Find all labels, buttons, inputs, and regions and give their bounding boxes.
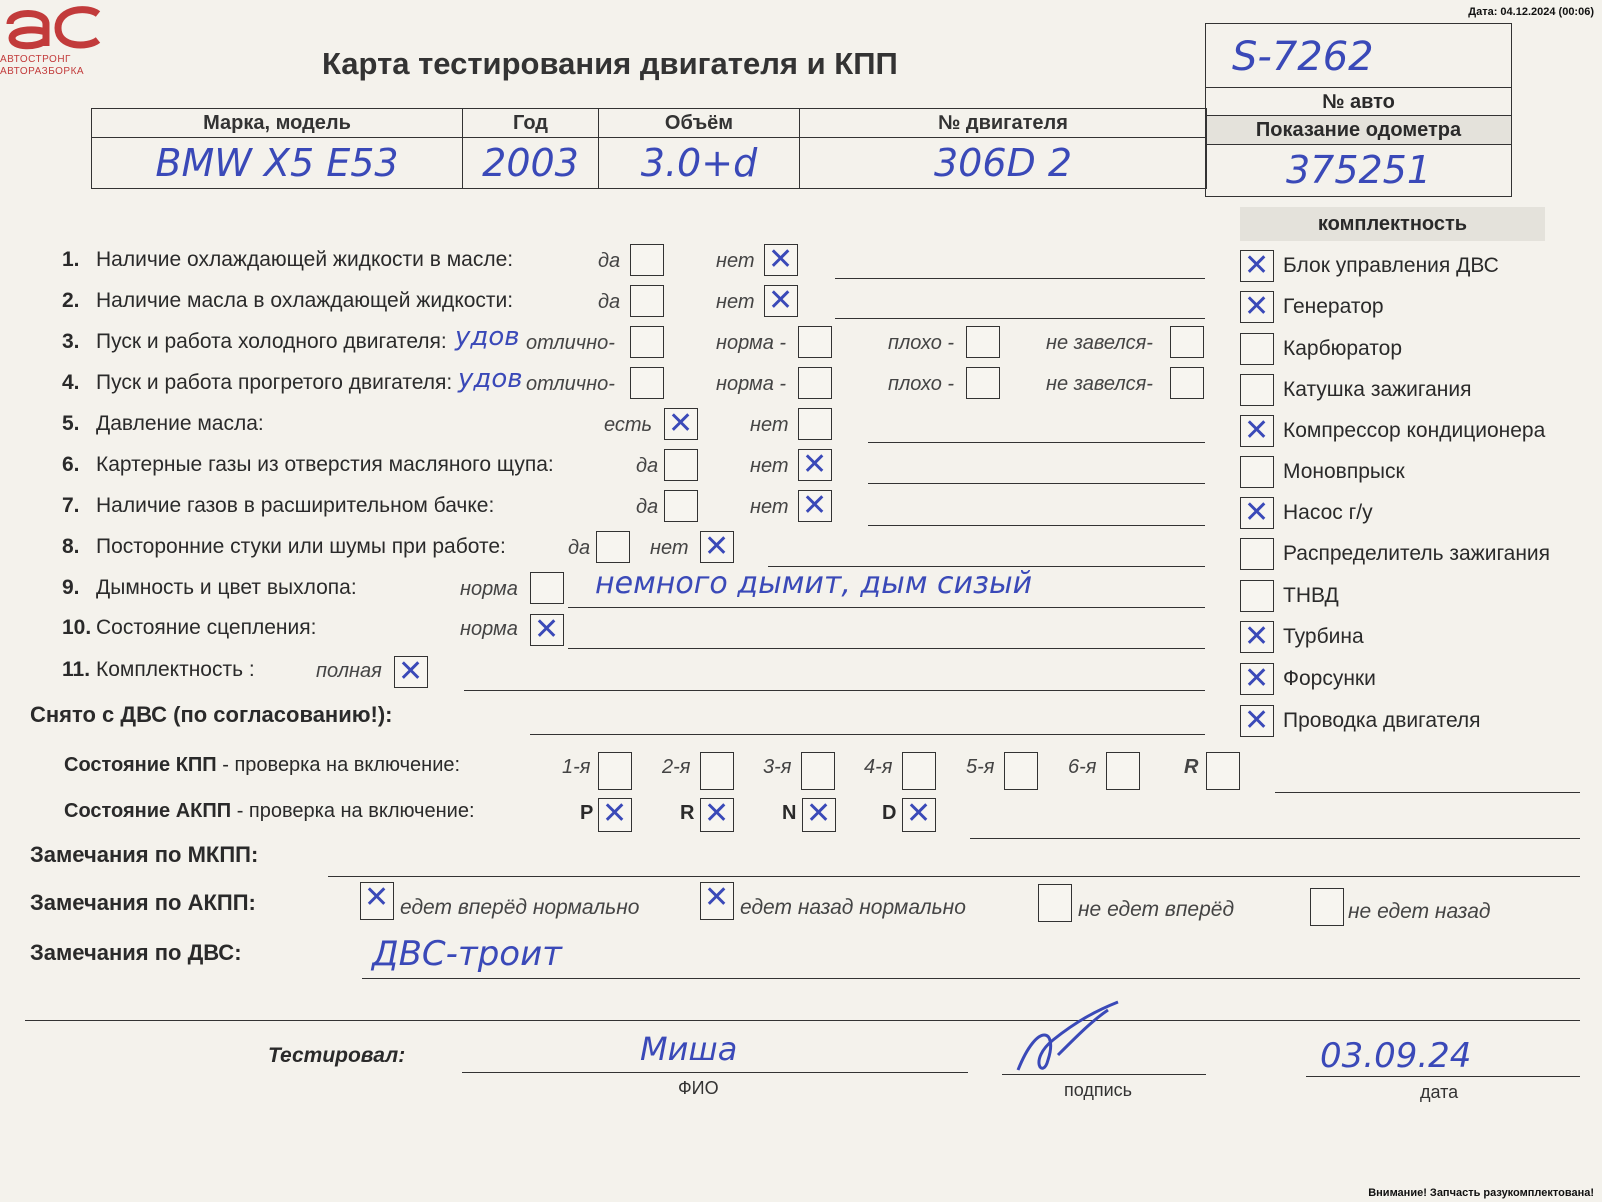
row-label: Картерные газы из отверстия масляного щупа: <box>96 453 554 476</box>
gear-label: 1-я <box>562 756 591 778</box>
row-number: 2. <box>62 289 80 312</box>
footer-warning: Внимание! Запчасть разукомплектована! <box>1368 1187 1594 1199</box>
komplekt-checkbox[interactable] <box>1240 538 1274 570</box>
col-volume: Объём <box>599 109 800 138</box>
option-label: едет назад нормально <box>740 896 966 919</box>
option-label: норма <box>460 618 518 640</box>
option-label: нет <box>750 455 789 477</box>
akpp-label <box>64 800 475 823</box>
page-title: Карта тестирования двигателя и КПП <box>322 46 898 81</box>
gear-checkbox-d[interactable] <box>902 798 936 832</box>
checkbox-yes[interactable] <box>596 531 630 563</box>
gear-label: R <box>1184 756 1199 778</box>
gear-checkbox-r[interactable] <box>700 798 734 832</box>
gear-checkbox[interactable] <box>1206 752 1240 790</box>
option-label: отлично- <box>526 332 615 354</box>
komplekt-item-label: Насос г/у <box>1283 501 1373 524</box>
option-label: норма - <box>716 332 787 354</box>
row-number: 11. <box>62 658 91 681</box>
col-year: Год <box>463 109 599 138</box>
gear-checkbox[interactable] <box>1106 752 1140 790</box>
komplekt-item-label: Проводка двигателя <box>1283 709 1481 732</box>
signature-label: подпись <box>1064 1080 1133 1100</box>
option-label: не завелся- <box>1046 373 1153 395</box>
comment-line <box>970 838 1580 839</box>
option-label: плохо - <box>888 332 955 354</box>
gear-label: 4-я <box>864 756 893 778</box>
gear-label: N <box>782 802 797 824</box>
komplekt-title: комплектность <box>1240 207 1545 241</box>
tested-by-label: Тестировал: <box>268 1044 406 1067</box>
signature-image <box>1008 1000 1128 1080</box>
checkbox-normal[interactable] <box>798 367 832 399</box>
komplekt-checkbox[interactable] <box>1240 456 1274 488</box>
checkbox-yes[interactable] <box>664 490 698 522</box>
remarks-dvs-label: Замечания по ДВС: <box>30 940 242 965</box>
engine-no-value: 306D 2 <box>800 138 1207 189</box>
row-label: Комплектность : <box>96 658 255 681</box>
option-label: да <box>598 250 621 272</box>
date-line <box>1306 1076 1580 1077</box>
komplekt-item-label: Блок управления ДВС <box>1283 254 1499 277</box>
date-label: дата <box>1420 1082 1459 1102</box>
checkbox-bad[interactable] <box>966 326 1000 358</box>
odometer-label: Показание одометра <box>1206 116 1511 145</box>
gear-checkbox[interactable] <box>902 752 936 790</box>
checkbox-yes[interactable] <box>664 408 698 440</box>
checkbox-yes[interactable] <box>630 244 664 276</box>
checkbox-bad[interactable] <box>966 367 1000 399</box>
row-label: Пуск и работа прогретого двигателя: <box>96 371 453 394</box>
checkbox-normal[interactable] <box>530 614 564 646</box>
comment-line <box>868 483 1205 484</box>
comment-line <box>568 648 1205 649</box>
gear-label: P <box>580 802 594 824</box>
handwritten-note: удов <box>458 364 523 394</box>
checkbox-excellent[interactable] <box>630 367 664 399</box>
col-engine-no: № двигателя <box>800 109 1207 138</box>
option-label: едет вперёд нормально <box>400 896 640 919</box>
comment-line <box>835 278 1205 279</box>
option-label: да <box>598 291 621 313</box>
fio-label: ФИО <box>678 1078 719 1098</box>
checkbox-no[interactable] <box>700 531 734 563</box>
car-number-box <box>1205 23 1512 88</box>
checkbox-not-started[interactable] <box>1170 367 1204 399</box>
comment-line <box>835 318 1205 319</box>
akpp-label-rest: - проверка на включение: <box>231 800 475 822</box>
row-number: 1. <box>62 248 80 271</box>
option-label: есть <box>604 414 653 436</box>
option-label: полная <box>316 660 382 682</box>
comment-line <box>568 607 1205 608</box>
comment-line <box>868 442 1205 443</box>
option-label: плохо - <box>888 373 955 395</box>
komplekt-checkbox[interactable] <box>1240 333 1274 365</box>
komplekt-checkbox[interactable] <box>1240 663 1274 695</box>
row-label: Наличие газов в расширительном бачке: <box>96 494 495 517</box>
komplekt-item-label: Турбина <box>1283 625 1364 648</box>
checkbox-no-reverse[interactable] <box>1310 888 1344 926</box>
komplekt-checkbox[interactable] <box>1240 580 1274 612</box>
option-label: нет <box>650 537 689 559</box>
option-label: отлично- <box>526 373 615 395</box>
gear-label: R <box>680 802 695 824</box>
tester-name: Миша <box>640 1030 738 1068</box>
name-line <box>462 1072 968 1073</box>
option-label: нет <box>750 414 789 436</box>
checkbox-forward-ok[interactable] <box>360 882 394 920</box>
comment-line <box>464 690 1205 691</box>
checkbox-no[interactable] <box>798 408 832 440</box>
komplekt-checkbox[interactable] <box>1240 250 1274 282</box>
comment-line <box>25 1020 1580 1021</box>
gear-checkbox[interactable] <box>598 752 632 790</box>
row-number: 10. <box>62 616 92 639</box>
checkbox-yes[interactable] <box>664 449 698 481</box>
vehicle-table <box>91 108 1207 189</box>
col-model: Марка, модель <box>92 109 463 138</box>
row-label: Посторонние стуки или шумы при работе: <box>96 535 506 558</box>
volume-value: 3.0+d <box>599 138 800 189</box>
row-number: 9. <box>62 576 80 599</box>
option-label: нет <box>716 250 755 272</box>
checkbox-excellent[interactable] <box>630 326 664 358</box>
model-value: BMW X5 E53 <box>92 138 463 189</box>
comment-line <box>362 978 1580 979</box>
checkbox-normal[interactable] <box>798 326 832 358</box>
komplekt-item-label: Карбюратор <box>1283 337 1403 360</box>
komplekt-item-label: Катушка зажигания <box>1283 378 1472 401</box>
odometer-box <box>1205 115 1512 197</box>
row-number: 3. <box>62 330 80 353</box>
option-label: норма <box>460 578 518 600</box>
row-number: 8. <box>62 535 80 558</box>
option-label: норма - <box>716 373 787 395</box>
komplekt-item-label: Генератор <box>1283 295 1384 318</box>
gear-label: 3-я <box>763 756 792 778</box>
komplekt-item-label: Компрессор кондиционера <box>1283 419 1546 442</box>
comment-line <box>1275 792 1580 793</box>
option-label: не едет вперёд <box>1078 898 1235 921</box>
checkbox-no[interactable] <box>798 449 832 481</box>
checkbox-no[interactable] <box>764 244 798 276</box>
row-label: Наличие масла в охлаждающей жидкости: <box>96 289 514 312</box>
komplekt-item-label: Моновпрыск <box>1283 460 1405 483</box>
comment-line <box>530 734 1205 735</box>
kpp-label-rest: - проверка на включение: <box>216 754 461 776</box>
remarks-akpp-label: Замечания по АКПП: <box>30 890 256 915</box>
komplekt-checkbox[interactable] <box>1240 291 1274 323</box>
gear-label: 2-я <box>662 756 691 778</box>
comment-line <box>328 876 1580 877</box>
checkbox-no[interactable] <box>764 285 798 317</box>
odometer-value: 375251 <box>1285 148 1432 192</box>
option-label: не завелся- <box>1046 332 1153 354</box>
row-label: Наличие охлаждающей жидкости в масле: <box>96 248 514 271</box>
option-label: да <box>636 496 659 518</box>
checkbox-no-forward[interactable] <box>1038 884 1072 922</box>
checkbox-yes[interactable] <box>630 285 664 317</box>
komplekt-checkbox[interactable] <box>1240 415 1274 447</box>
komplekt-checkbox[interactable] <box>1240 705 1274 737</box>
gear-checkbox-n[interactable] <box>802 798 836 832</box>
option-label: да <box>636 455 659 477</box>
checkbox-normal[interactable] <box>530 572 564 604</box>
logo-text: АВТОСТРОНГ АВТОРАЗБОРКА <box>0 54 85 77</box>
option-label: нет <box>750 496 789 518</box>
car-number-label: № авто <box>1205 87 1512 117</box>
row-label: Пуск и работа холодного двигателя: <box>96 330 447 353</box>
kpp-label-bold: Состояние КПП <box>64 754 217 776</box>
gear-checkbox[interactable] <box>801 752 835 790</box>
akpp-label-bold: Состояние АКПП <box>64 800 232 822</box>
checkbox-not-started[interactable] <box>1170 326 1204 358</box>
komplekt-checkbox[interactable] <box>1240 374 1274 406</box>
company-logo <box>2 2 102 50</box>
gear-label: 5-я <box>966 756 995 778</box>
option-label: не едет назад <box>1348 900 1491 923</box>
checkbox-full[interactable] <box>394 656 428 688</box>
gear-checkbox[interactable] <box>700 752 734 790</box>
car-number-value: S-7262 <box>1232 34 1374 80</box>
comment-line <box>868 525 1205 526</box>
option-label: да <box>568 537 591 559</box>
row-number: 4. <box>62 371 80 394</box>
komplekt-checkbox[interactable] <box>1240 621 1274 653</box>
option-label: нет <box>716 291 755 313</box>
print-date: Дата: 04.12.2024 (00:06) <box>1468 6 1594 18</box>
row-label: Состояние сцепления: <box>96 616 317 639</box>
gear-label: 6-я <box>1068 756 1097 778</box>
checkbox-no[interactable] <box>798 490 832 522</box>
handwritten-note: ДВС-троит <box>372 934 562 974</box>
handwritten-note: немного дымит, дым сизый <box>595 566 1033 601</box>
row-number: 5. <box>62 412 80 435</box>
gear-checkbox[interactable] <box>1004 752 1038 790</box>
date-value: 03.09.24 <box>1320 1036 1472 1076</box>
signature-line <box>1002 1074 1206 1075</box>
removed-label: Снято с ДВС (по согласованию!): <box>30 702 393 727</box>
row-number: 7. <box>62 494 80 517</box>
year-value: 2003 <box>463 138 599 189</box>
komplekt-checkbox[interactable] <box>1240 497 1274 529</box>
remarks-mkpp-label: Замечания по МКПП: <box>30 842 259 867</box>
row-label: Давление масла: <box>96 412 264 435</box>
komplekt-item-label: ТНВД <box>1283 584 1339 607</box>
komplekt-item-label: Форсунки <box>1283 667 1376 690</box>
row-number: 6. <box>62 453 80 476</box>
row-label: Дымность и цвет выхлопа: <box>96 576 357 599</box>
gear-checkbox-p[interactable] <box>598 798 632 832</box>
gear-label: D <box>882 802 897 824</box>
handwritten-note: удов <box>455 322 520 352</box>
checkbox-reverse-ok[interactable] <box>700 882 734 920</box>
komplekt-item-label: Распределитель зажигания <box>1283 542 1551 565</box>
kpp-label <box>64 754 460 777</box>
